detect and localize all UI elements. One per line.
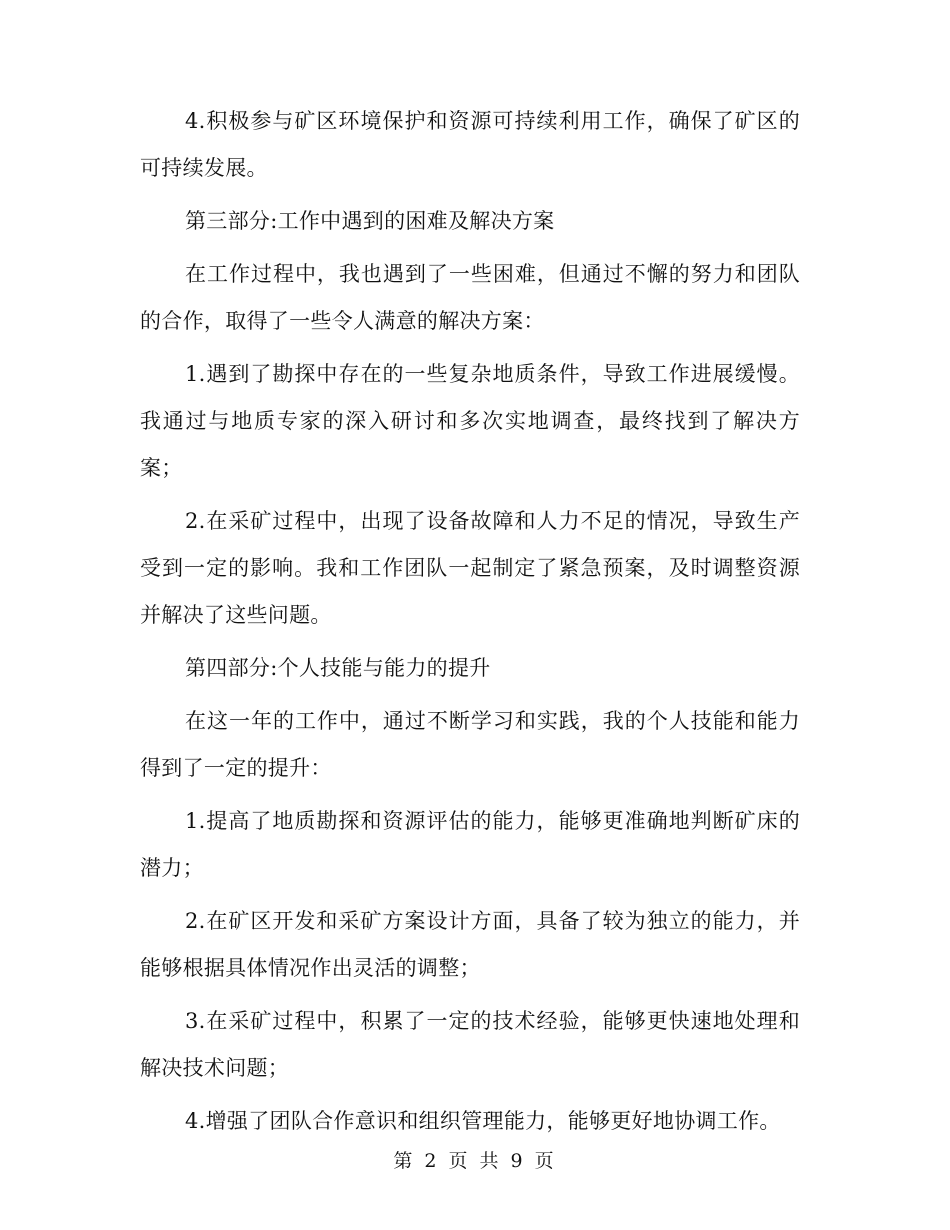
page-number-footer: 第 2 页 共 9 页 xyxy=(393,1150,557,1172)
section-heading-part-four: 第四部分:个人技能与能力的提升 xyxy=(185,656,491,680)
paragraph-skill-4: 4.增强了团队合作意识和组织管理能力，能够更好地协调工作。 xyxy=(185,1109,781,1133)
paragraph-item-4-environment: 4.积极参与矿区环境保护和资源可持续利用工作，确保了矿区的可持续发展。 xyxy=(140,109,800,180)
paragraph-skill-3: 3.在采矿过程中，积累了一定的技术经验，能够更快速地处理和解决技术问题； xyxy=(140,1009,800,1080)
paragraph-skills-intro: 在这一年的工作中，通过不断学习和实践，我的个人技能和能力得到了一定的提升： xyxy=(140,709,800,780)
section-heading-part-three: 第三部分:工作中遇到的困难及解决方案 xyxy=(185,209,555,233)
document-body xyxy=(140,98,800,1151)
paragraph-difficulty-1: 1.遇到了勘探中存在的一些复杂地质条件，导致工作进展缓慢。我通过与地质专家的深入研讨和多次实地调查，最终找到了解决方案； xyxy=(140,362,800,480)
paragraph-skill-1: 1.提高了地质勘探和资源评估的能力，能够更准确地判断矿床的潜力； xyxy=(140,809,800,880)
paragraph-skill-2: 2.在矿区开发和采矿方案设计方面，具备了较为独立的能力，并能够根据具体情况作出灵活的调整； xyxy=(140,909,800,980)
paragraph-difficulty-2: 2.在采矿过程中，出现了设备故障和人力不足的情况，导致生产受到一定的影响。我和工作团队一起制定了紧急预案，及时调整资源并解决了这些问题。 xyxy=(140,509,800,627)
paragraph-difficulties-intro: 在工作过程中，我也遇到了一些困难，但通过不懈的努力和团队的合作，取得了一些令人满意的解决方案： xyxy=(140,262,800,333)
